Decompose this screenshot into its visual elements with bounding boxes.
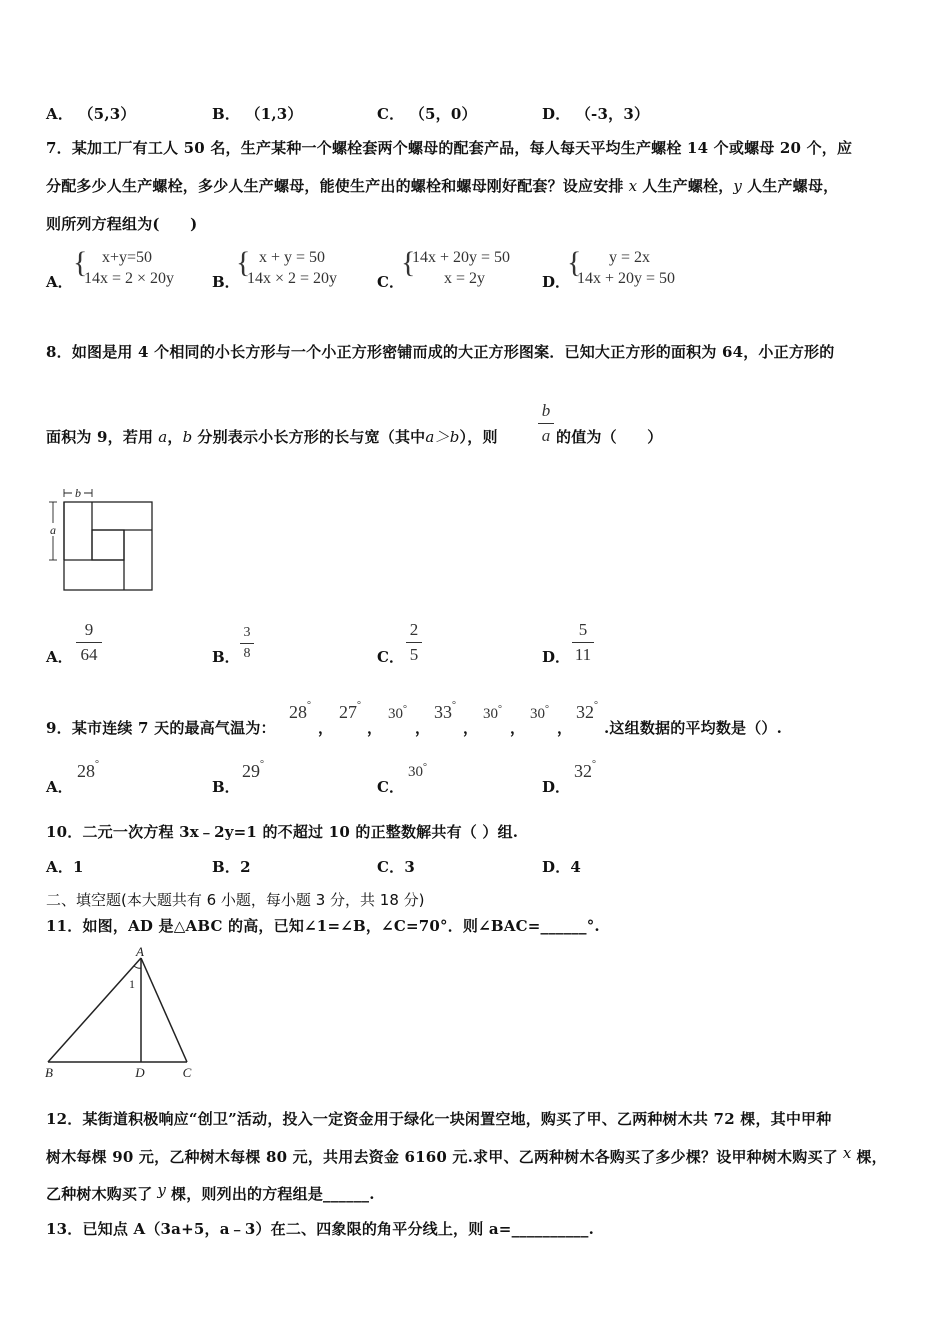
big-square — [64, 502, 152, 590]
q7-option-c-system: 14x + 20y = 50 x = 2y — [412, 249, 511, 287]
temp-7: 32° — [576, 700, 598, 722]
q7-option-d-brace: { — [567, 246, 582, 279]
q8-fraction-b-over-a: b a — [538, 401, 554, 446]
q8-option-b-fraction: 3 8 — [240, 625, 254, 662]
q9-suffix: .这组数据的平均数是（）. — [604, 719, 783, 737]
q10-text: 10．二元一次方程 3x﹣2y=1 的不超过 10 的正整数解共有（ ）组. — [46, 823, 519, 841]
q9-option-b-value: 29° — [242, 759, 264, 781]
temp-1: 28° — [289, 700, 311, 722]
temp-4: 33° — [434, 700, 456, 722]
q7-line-3: 则所列方程组为( ) — [46, 215, 198, 233]
q8-option-c-label: C． — [377, 648, 404, 666]
q8-line-2b: 的值为（ ） — [556, 428, 663, 446]
q8-line-1: 8．如图是用 4 个相同的小长方形与一个小正方形密铺而成的大正方形图案．已知大正方形的面积为 64，小正方形的 — [46, 343, 835, 361]
small-square — [92, 530, 124, 560]
q7-option-a-brace: { — [73, 246, 88, 279]
q8-option-c-fraction: 2 5 — [406, 620, 422, 665]
q7-line-2: 分配多少人生产螺栓，多少人生产螺母，能使生产出的螺栓和螺母刚好配套？设应安排 x 人生产螺栓，y 人生产螺母， — [46, 177, 839, 195]
q12-line-2: 树木每棵 90 元，乙种树木每棵 80 元，共用去资金 6160 元.求甲、乙两种树木各购买了多少棵？设甲种树木购买了 x 棵， — [46, 1144, 887, 1166]
q8-option-a-label: A． — [46, 648, 73, 666]
q9-option-d-label: D． — [542, 778, 571, 796]
vertex-a-label: A — [136, 944, 144, 959]
q12-line-3: 乙种树木购买了 y 棵，则列出的方程组是______. — [46, 1181, 375, 1203]
point-d-label: D — [135, 1065, 145, 1080]
q7-option-c-brace: { — [401, 246, 416, 279]
label-a: a — [50, 523, 56, 537]
q13-text: 13．已知点 A（3a+5，a﹣3）在二、四象限的角平分线上，则 a=__________. — [46, 1220, 594, 1238]
q6-option-a: A． （5,3） — [46, 105, 136, 123]
angle-1-label: 1 — [129, 977, 135, 991]
vertex-b-label: B — [45, 1065, 53, 1080]
q7-option-a-label: A． — [46, 273, 73, 291]
q8-line-2a: 面积为 9，若用 a，b 分别表示小长方形的长与宽（其中a＞b），则 — [46, 428, 498, 446]
q12-line-1: 12．某街道积极响应“创卫”活动，投入一定资金用于绿化一块闲置空地，购买了甲、乙两种树木共 72 棵，其中甲种 — [46, 1110, 832, 1128]
q7-option-b-label: B． — [212, 273, 240, 291]
q10-option-b: B．2 — [212, 858, 251, 876]
vertex-c-label: C — [182, 1065, 192, 1080]
q9-option-c-value: 30° — [408, 762, 427, 780]
q9-option-a-label: A． — [46, 778, 73, 796]
q10-option-d: D．4 — [542, 858, 582, 876]
q7-line-1: 7．某加工厂有工人 50 名，生产某种一个螺栓套两个螺母的配套产品，每人每天平均生产螺栓 14 个或螺母 20 个，应 — [46, 139, 853, 157]
temp-5: 30° — [483, 704, 502, 722]
q11-triangle-figure — [40, 944, 200, 1082]
q8-option-a-fraction: 9 64 — [76, 620, 102, 665]
temp-2: 27° — [339, 700, 361, 722]
label-b: b — [75, 486, 81, 500]
temp-3: 30° — [388, 704, 407, 722]
q7-option-b-system: x + y = 50 14x × 2 = 20y — [247, 249, 338, 287]
q8-option-d-label: D． — [542, 648, 571, 666]
q9-option-d-value: 32° — [574, 759, 596, 781]
q9-option-a-value: 28° — [77, 759, 99, 781]
q9-option-b-label: B． — [212, 778, 240, 796]
q7-option-d-system: y = 2x 14x + 20y = 50 — [577, 249, 676, 287]
q11-text: 11．如图，AD 是△ABC 的高，已知∠1=∠B，∠C=70°．则∠BAC=______°. — [46, 917, 600, 935]
temp-6: 30° — [530, 704, 549, 722]
q8-option-d-fraction: 5 11 — [572, 620, 594, 665]
q7-option-d-label: D． — [542, 273, 571, 291]
q9-prefix: 9．某市连续 7 天的最高气温为： — [46, 719, 276, 737]
q7-option-a-system: x+y=50 14x = 2 × 20y — [84, 249, 175, 287]
q6-option-c: C． （5，0） — [377, 105, 477, 123]
q6-option-d: D． （-3，3） — [542, 105, 650, 123]
q8-option-b-label: B． — [212, 648, 240, 666]
q7-option-c-label: C． — [377, 273, 404, 291]
q7-option-b-brace: { — [236, 246, 251, 279]
q8-square-figure — [44, 484, 160, 594]
q10-option-a: A．1 — [46, 858, 84, 876]
q9-option-c-label: C． — [377, 778, 404, 796]
q6-option-b: B． （1,3） — [212, 105, 303, 123]
q10-option-c: C．3 — [377, 858, 415, 876]
section-2-heading: 二、填空题(本大题共有 6 小题，每小题 3 分，共 18 分) — [46, 891, 425, 909]
